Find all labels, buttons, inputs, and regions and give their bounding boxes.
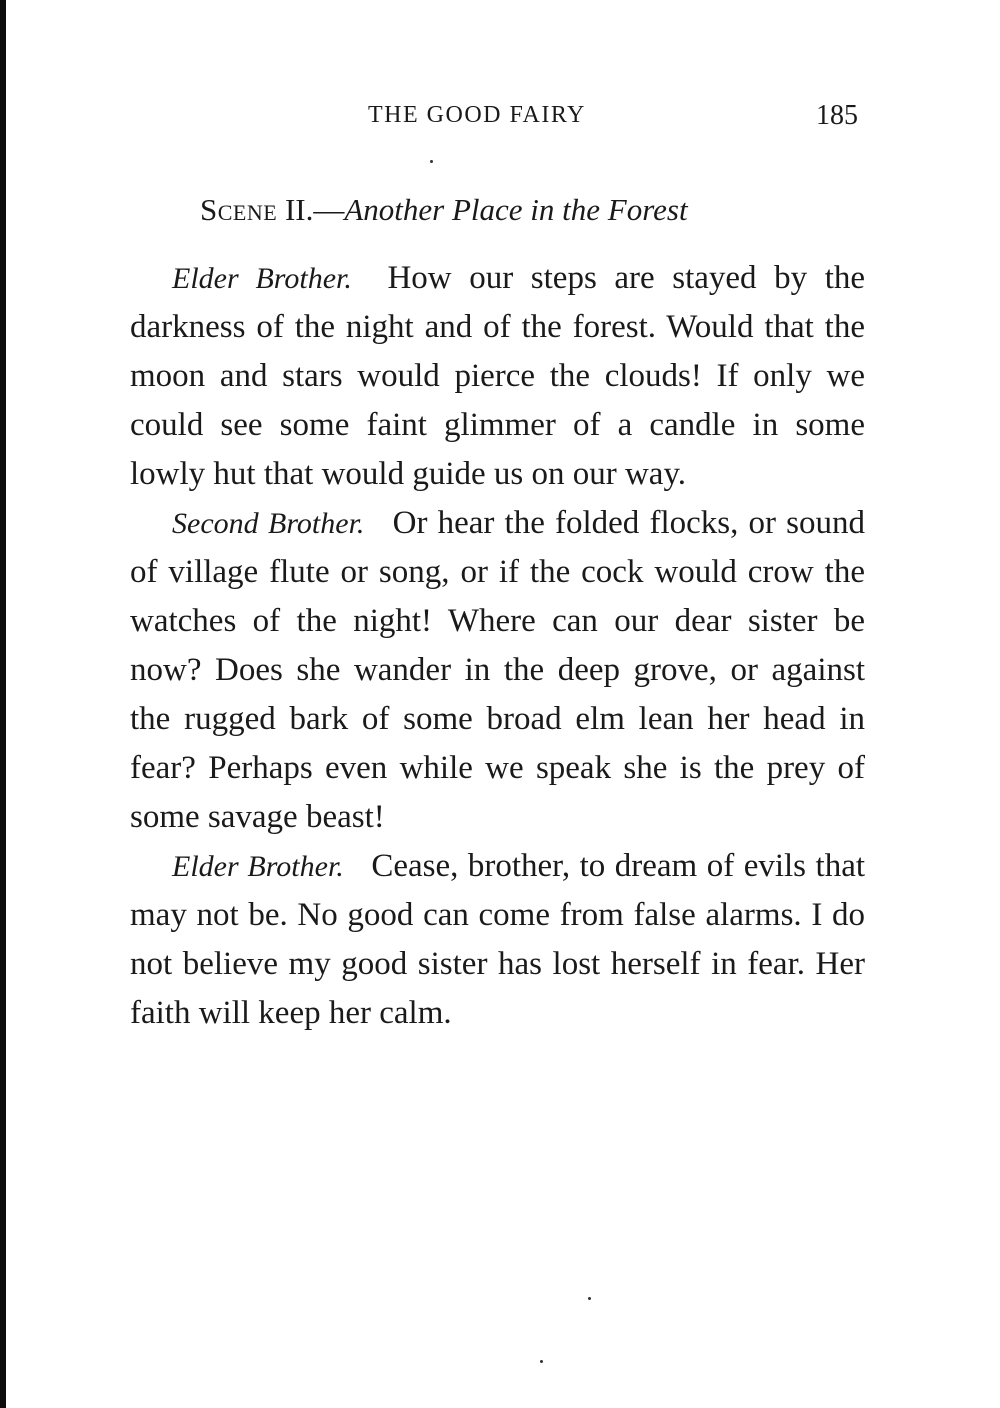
print-speck: [430, 160, 433, 163]
speaker-name: Second Brother.: [172, 507, 365, 540]
scene-heading: [200, 192, 688, 228]
running-title: THE GOOD FAIRY: [368, 102, 586, 128]
scene-separator: —: [313, 192, 345, 227]
print-speck: [588, 1297, 591, 1300]
speaker-name: Elder Brother.: [172, 262, 352, 295]
scene-label: Scene: [200, 192, 278, 227]
speech-text: Cease, brother, to dream of evils that may not be. No good can come from false alarms. I do not believe my good sister has lost herself in fear. Her faith will keep her calm.: [130, 848, 866, 1031]
page-number: 185: [816, 100, 858, 131]
scene-title: Another Place in the Forest: [344, 192, 688, 227]
speaker-name: Elder Brother.: [172, 850, 344, 883]
speech-paragraph: [130, 842, 865, 1038]
speech-paragraph: [130, 499, 865, 842]
speech-text: How our steps are stayed by the darkness of the night and of the forest. Would that the moon and stars would pierce the clouds! If only we could see some faint glimmer of a candle in some lowly hut that would guide us on our way.: [130, 260, 866, 492]
print-speck: [540, 1360, 543, 1363]
page-edge-shadow: [0, 0, 6, 1408]
speech-paragraph: [130, 254, 865, 499]
speech-text: Or hear the folded flocks, or sound of village flute or song, or if the cock would crow the watches of the night! Where can our dear sister be now? Does she wander in the deep grove, or against the rugged bark of some broad elm lean her head in fear? Perhaps even while we speak she is the prey of some savage beast!: [130, 505, 866, 835]
body-text: [130, 254, 865, 1038]
running-head: [130, 100, 860, 134]
scene-number: II.: [284, 192, 314, 227]
